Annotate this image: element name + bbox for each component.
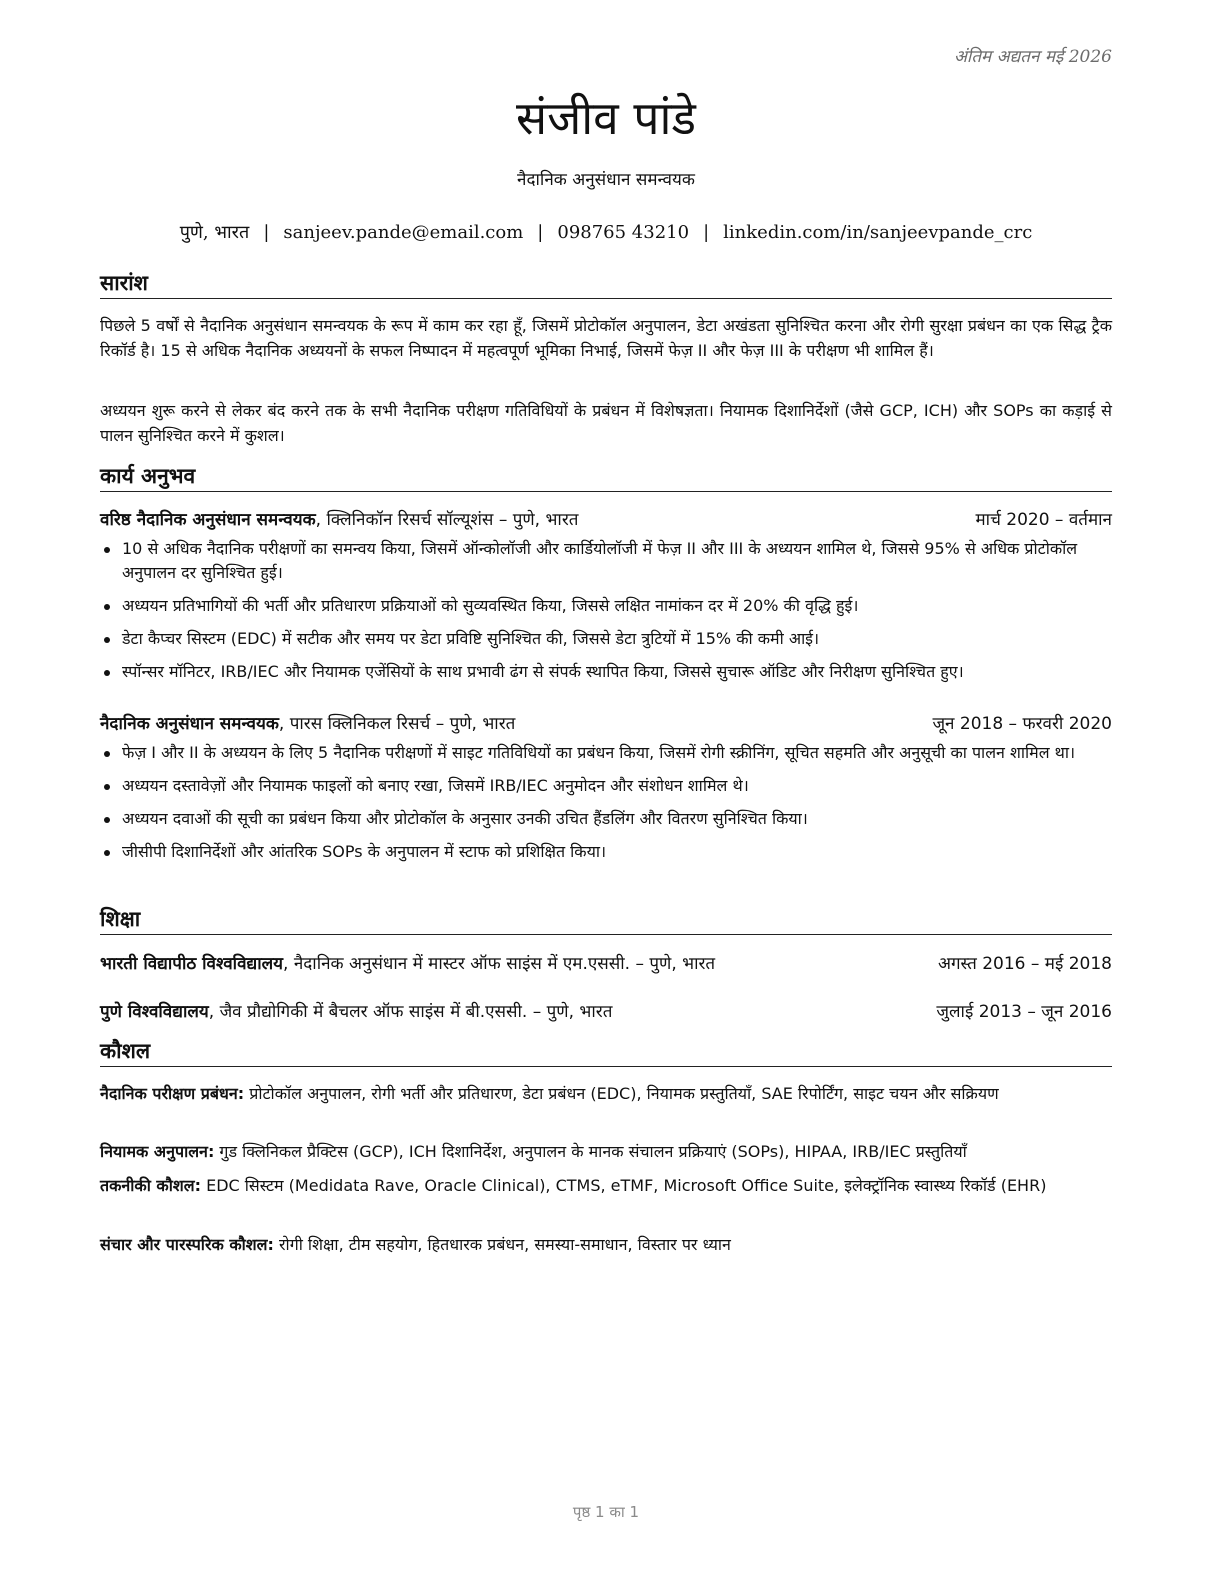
list-item: जीसीपी दिशानिर्देशों और आंतरिक SOPs के अनुपालन में स्टाफ को प्रशिक्षित किया। — [100, 840, 1112, 864]
skill-label: तकनीकी कौशल: — [100, 1176, 201, 1195]
summary-paragraph-1: पिछले 5 वर्षों से नैदानिक अनुसंधान समन्वयक के रूप में काम कर रहा हूँ, जिसमें प्रोटोकॉल अनुपालन, डेटा अखंडता सुनिश्चित करना और रोगी सुरक्षा प्रबंधन का एक सिद्ध ट्रैक रिकॉर्ड है। 15 से अधिक नैदानिक अध्ययनों के सफल निष्पादन में महत्वपूर्ण भूमिका निभाई, जिसमें फेज़ II और फेज़ III के परीक्षण भी शामिल हैं। — [100, 316, 1112, 360]
job-1-bullets — [100, 537, 1112, 693]
summary-heading: सारांश — [100, 270, 1112, 299]
job-dates: मार्च 2020 – वर्तमान — [975, 510, 1112, 530]
education-institution-degree — [100, 951, 715, 974]
education-institution-degree — [100, 999, 612, 1022]
contact-separator: | — [537, 222, 544, 243]
education-dates: जुलाई 2013 – जून 2016 — [936, 1002, 1112, 1022]
skill-text: प्रोटोकॉल अनुपालन, रोगी भर्ती और प्रतिधारण, डेटा प्रबंधन (EDC), नियामक प्रस्तुतियाँ, SAE रिपोर्टिंग, साइट चयन और सक्रियण — [244, 1084, 999, 1103]
list-item: अध्ययन दस्तावेज़ों और नियामक फाइलों को बनाए रखा, जिसमें IRB/IEC अनुमोदन और संशोधन शामिल थे। — [100, 774, 1112, 798]
contact-email[interactable]: sanjeev.pande@email.com — [283, 222, 524, 243]
list-item: अध्ययन दवाओं की सूची का प्रबंधन किया और प्रोटोकॉल के अनुसार उनकी उचित हैंडलिंग और वितरण सुनिश्चित किया। — [100, 807, 1112, 831]
education-institution: पुणे विश्वविद्यालय — [100, 1002, 209, 1022]
education-degree: , नैदानिक अनुसंधान में मास्टर ऑफ साइंस में एम.एससी. – पुणे, भारत — [283, 954, 716, 974]
list-item: डेटा कैप्चर सिस्टम (EDC) में सटीक और समय पर डेटा प्रविष्टि सुनिश्चित की, जिससे डेटा त्रुटियों में 15% की कमी आई। — [100, 627, 1112, 651]
skill-text: रोगी शिक्षा, टीम सहयोग, हितधारक प्रबंधन, समस्या-समाधान, विस्तार पर ध्यान — [273, 1235, 731, 1254]
contact-phone: 098765 43210 — [557, 222, 690, 243]
job-header-2 — [100, 711, 1112, 734]
summary-paragraph-2: अध्ययन शुरू करने से लेकर बंद करने तक के सभी नैदानिक परीक्षण गतिविधियों के प्रबंधन में विशेषज्ञता। नियामक दिशानिर्देशों (जैसे GCP, ICH) और SOPs का कड़ाई से पालन सुनिश्चित करने में कुशल। — [100, 401, 1112, 445]
education-entry-1 — [100, 951, 1112, 974]
job-dates: जून 2018 – फरवरी 2020 — [932, 714, 1112, 734]
job-org: , पारस क्लिनिकल रिसर्च – पुणे, भारत — [278, 714, 516, 734]
skill-row — [100, 1173, 1112, 1198]
list-item: अध्ययन प्रतिभागियों की भर्ती और प्रतिधारण प्रक्रियाओं को सुव्यवस्थित किया, जिससे लक्षित नामांकन दर में 20% की वृद्धि हुई। — [100, 594, 1112, 618]
skill-row — [100, 1232, 1112, 1257]
skill-label: नियामक अनुपालन: — [100, 1142, 215, 1161]
experience-heading: कार्य अनुभव — [100, 463, 1112, 492]
job-header-1 — [100, 507, 1112, 530]
candidate-name: संजीव पांडे — [516, 91, 696, 145]
job-title: नैदानिक अनुसंधान समन्वयक — [517, 170, 695, 190]
skills-heading: कौशल — [100, 1038, 1112, 1067]
education-heading: शिक्षा — [100, 906, 1112, 935]
job-title-org — [100, 711, 515, 734]
education-entry-2 — [100, 999, 1112, 1022]
last-updated: अंतिम अद्यतन मई 2026 — [953, 47, 1112, 67]
contact-line — [100, 220, 1112, 244]
list-item: 10 से अधिक नैदानिक परीक्षणों का समन्वय किया, जिसमें ऑन्कोलॉजी और कार्डियोलॉजी में फेज़ II और III के अध्ययन शामिल थे, जिससे 95% से अधिक प्रोटोकॉल अनुपालन दर सुनिश्चित हुई। — [100, 537, 1112, 585]
job-2-bullets — [100, 741, 1112, 873]
contact-separator: | — [703, 222, 710, 243]
skill-row — [100, 1139, 1112, 1164]
contact-separator: | — [263, 222, 270, 243]
job-role: नैदानिक अनुसंधान समन्वयक — [100, 714, 279, 734]
skill-label: नैदानिक परीक्षण प्रबंधन: — [100, 1084, 245, 1103]
list-item: फेज़ I और II के अध्ययन के लिए 5 नैदानिक परीक्षणों में साइट गतिविधियों का प्रबंधन किया, जिसमें रोगी स्क्रीनिंग, सूचित सहमति और अनुसूची का पालन शामिल था। — [100, 741, 1112, 765]
list-item: स्पॉन्सर मॉनिटर, IRB/IEC और नियामक एजेंसियों के साथ प्रभावी ढंग से संपर्क स्थापित किया, जिससे सुचारू ऑडिट और निरीक्षण सुनिश्चित हुए। — [100, 660, 1112, 684]
skill-text: EDC सिस्टम (Medidata Rave, Oracle Clinical), CTMS, eTMF, Microsoft Office Suite, इलेक्ट्रॉनिक स्वास्थ्य रिकॉर्ड (EHR) — [201, 1176, 1047, 1195]
education-institution: भारती विद्यापीठ विश्वविद्यालय — [100, 954, 284, 974]
job-title-org — [100, 507, 578, 530]
skill-text: गुड क्लिनिकल प्रैक्टिस (GCP), ICH दिशानिर्देश, अनुपालन के मानक संचालन प्रक्रियाएं (SOPs), HIPAA, IRB/IEC प्रस्तुतियाँ — [214, 1142, 967, 1161]
contact-linkedin[interactable]: linkedin.com/in/sanjeevpande_crc — [723, 222, 1033, 243]
education-degree: , जैव प्रौद्योगिकी में बैचलर ऑफ साइंस में बी.एससी. – पुणे, भारत — [208, 1002, 613, 1022]
skill-row — [100, 1081, 1112, 1106]
page-number: पृष्ठ 1 का 1 — [572, 1503, 640, 1521]
resume-page — [100, 0, 1112, 1584]
job-org: , क्लिनिकॉन रिसर्च सॉल्यूशंस – पुणे, भारत — [315, 510, 579, 530]
education-dates: अगस्त 2016 – मई 2018 — [937, 954, 1112, 974]
contact-location: पुणे, भारत — [179, 222, 250, 243]
job-role: वरिष्ठ नैदानिक अनुसंधान समन्वयक — [100, 510, 316, 530]
skill-label: संचार और पारस्परिक कौशल: — [100, 1235, 274, 1254]
